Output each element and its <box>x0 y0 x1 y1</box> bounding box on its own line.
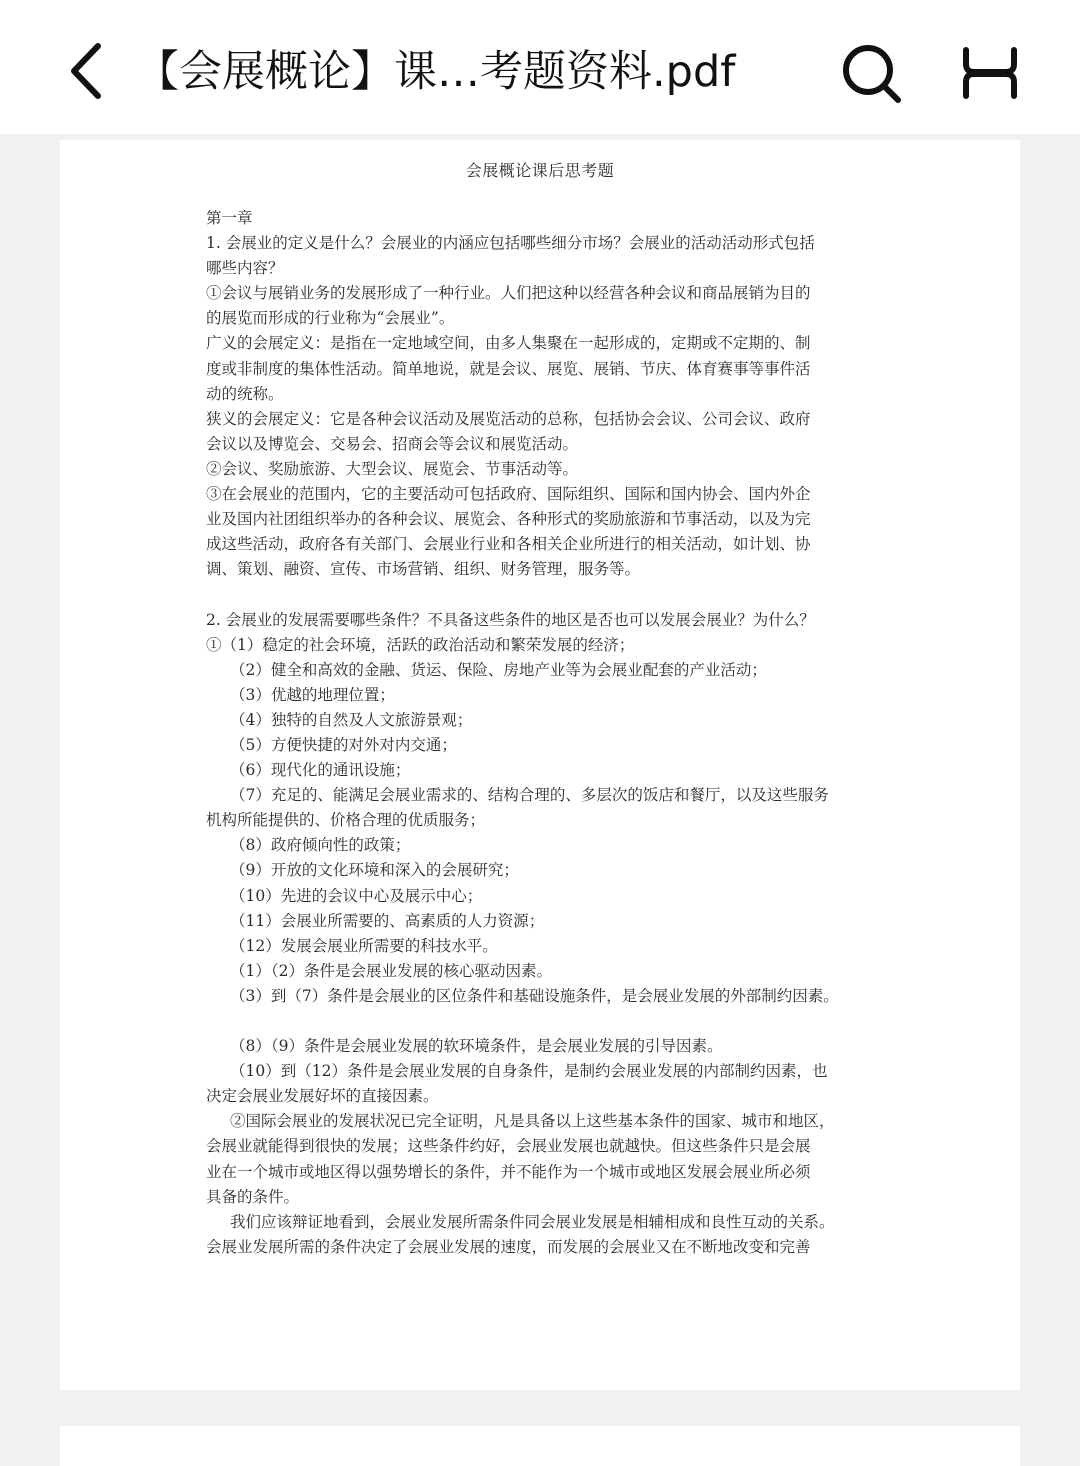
page-body <box>206 206 886 1260</box>
document-title: 【会展概论】课…考题资料.pdf <box>136 47 736 97</box>
reader-mode-button[interactable] <box>958 44 1022 102</box>
text-line: 动的统称。 <box>206 384 284 403</box>
blank-line <box>206 582 886 607</box>
text-line: 机构所能提供的、价格合理的优质服务； <box>206 811 486 830</box>
text-line: 会展业发展所需的条件决定了会展业发展的速度，而发展的会展业又在不断地改变和完善 <box>206 1237 811 1256</box>
text-line: 成这些活动，政府各有关部门、会展业行业和各相关企业所进行的相关活动，如计划、协 <box>206 535 811 554</box>
text-line: （8）（9）条件是会展业发展的软环境条件，是会展业发展的引导因素。 <box>230 1037 723 1056</box>
text-line: （3）到（7）条件是会展业的区位条件和基础设施条件，是会展业发展的外部制约因素。 <box>230 986 839 1005</box>
text-line: 调、策划、融资、宣传、市场营销、组织、财务管理，服务等。 <box>206 560 641 579</box>
text-line: 度或非制度的集体性活动。简单地说，就是会议、展览、展销、节庆、体育赛事等事件活 <box>206 359 811 378</box>
chevron-left-icon <box>56 36 120 106</box>
text-line: ②会议、奖励旅游、大型会议、展览会、节事活动等。 <box>206 459 579 478</box>
text-line: 2. 会展业的发展需要哪些条件？不具备这些条件的地区是否也可以发展会展业？为什么？ <box>206 610 815 629</box>
top-navigation-bar <box>0 0 1080 134</box>
text-line: 哪些内容？ <box>206 259 284 278</box>
text-line: 决定会展业发展好坏的直接因素。 <box>206 1087 439 1106</box>
text-line: （6）现代化的通讯设施； <box>230 761 411 780</box>
text-line: ③在会展业的范围内，它的主要活动可包括政府、国际组织、国际和国内协会、国内外企 <box>206 485 811 504</box>
text-line: （7）充足的、能满足会展业需求的、结构合理的、多层次的饭店和餐厅，以及这些服务 <box>230 786 829 805</box>
text-line: （3）优越的地理位置； <box>230 685 395 704</box>
text-line: 我们应该辩证地看到，会展业发展所需条件同会展业发展是相辅相成和良性互动的关系。 <box>230 1212 835 1231</box>
pdf-page <box>60 140 1020 1390</box>
text-line: ①（1）稳定的社会环境，活跃的政治活动和繁荣发展的经济； <box>206 635 635 654</box>
text-line: 第一章 <box>206 209 253 227</box>
text-line: ②国际会展业的发展状况已完全证明，凡是具备以上这些基本条件的国家、城市和地区， <box>230 1112 835 1131</box>
text-line: 业及国内社团组织举办的各种会议、展览会、各种形式的奖励旅游和节事活动，以及为完 <box>206 510 811 529</box>
text-line: （5）方便快捷的对外对内交通； <box>230 735 457 754</box>
search-icon <box>838 40 904 106</box>
search-button[interactable] <box>838 40 904 106</box>
text-line: 的展览而形成的行业称为“会展业”。 <box>206 309 455 328</box>
blank-line <box>206 1009 886 1034</box>
text-line: （4）独特的自然及人文旅游景观； <box>230 710 473 729</box>
text-line: （2）健全和高效的金融、货运、保险、房地产业等为会展业配套的产业活动； <box>230 660 767 679</box>
text-line: （8）政府倾向性的政策； <box>230 836 411 855</box>
text-line: 会议以及博览会、交易会、招商会等会议和展览活动。 <box>206 434 579 453</box>
text-line: 会展业就能得到很快的发展；这些条件约好，会展业发展也就越快。但这些条件只是会展 <box>206 1137 811 1156</box>
text-line: 业在一个城市或地区得以强势增长的条件，并不能作为一个城市或地区发展会展业所必须 <box>206 1162 811 1181</box>
text-line: ①会议与展销业务的发展形成了一种行业。人们把这种以经营各种会议和商品展销为目的 <box>206 284 811 303</box>
back-button[interactable] <box>56 36 120 106</box>
text-line: （11）会展业所需要的、高素质的人力资源； <box>230 911 545 930</box>
text-line: （12）发展会展业所需要的科技水平。 <box>230 936 498 955</box>
text-line: 1. 会展业的定义是什么？会展业的内涵应包括哪些细分市场？会展业的活动活动形式包括 <box>206 234 815 253</box>
text-line: （9）开放的文化环境和深入的会展研究； <box>230 861 519 880</box>
text-line: 具备的条件。 <box>206 1187 300 1206</box>
text-line: 狭义的会展定义：它是各种会议活动及展览活动的总称，包括协会会议、公司会议、政府 <box>206 409 811 428</box>
reader-mode-icon <box>958 44 1022 102</box>
text-line: （10）到（12）条件是会展业发展的自身条件，是制约会展业发展的内部制约因素，也 <box>230 1062 828 1081</box>
text-line: 广义的会展定义：是指在一定地域空间，由多人集聚在一起形成的，定期或不定期的、制 <box>206 334 811 353</box>
page-heading: 会展概论课后思考题 <box>465 161 615 180</box>
pdf-viewer[interactable] <box>0 134 1080 1440</box>
text-line: （10）先进的会议中心及展示中心； <box>230 886 483 905</box>
text-line: （1）（2）条件是会展业发展的核心驱动因素。 <box>230 961 552 980</box>
next-pdf-page <box>60 1426 1020 1466</box>
